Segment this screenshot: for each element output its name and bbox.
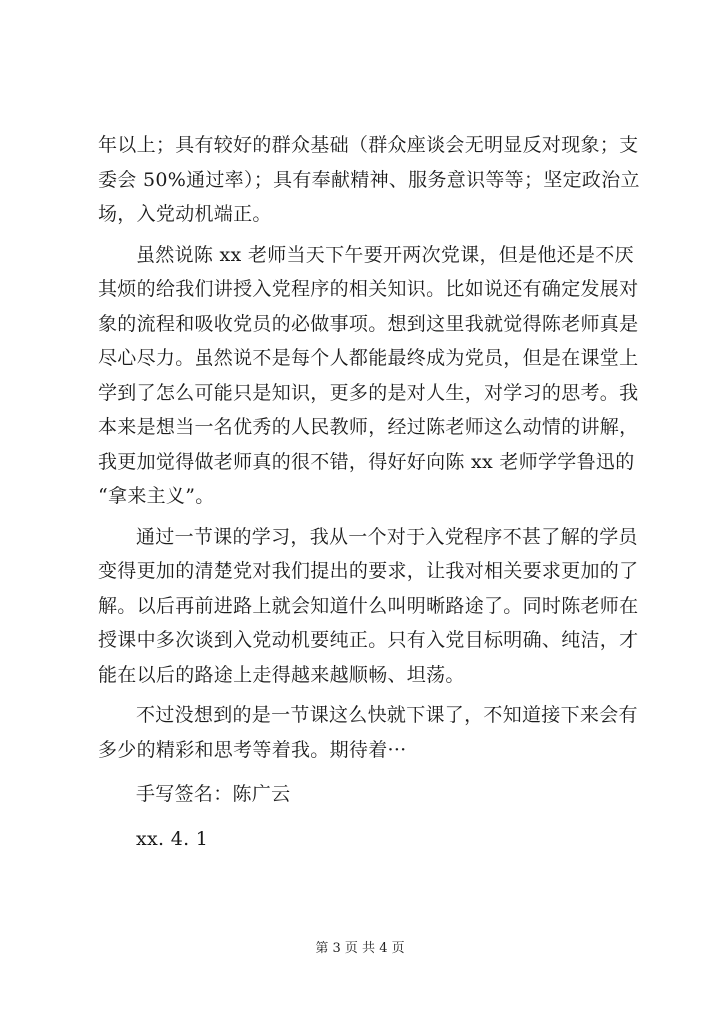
paragraph-4 [98, 698, 638, 767]
text-line: 授课中多次谈到入党动机要纯正。只有入党目标明确、纯洁，才 [98, 629, 639, 651]
text-line: 不过没想到的是一节课这么快就下课了，不知道接下来会有 [136, 704, 638, 726]
text-line: 其烦的给我们讲授入党程序的相关知识。比如说还有确定发展对 [98, 278, 639, 300]
text-line: 虽然说陈 xx 老师当天下午要开两次党课，但是他还是不厌 [136, 243, 634, 266]
page-number: 第 3 页 共 4 页 [315, 941, 405, 956]
text-line: 解。以后再前进路上就会知道什么叫明晰路途了。同时陈老师在 [98, 594, 639, 617]
text-line: 能在以后的路途上走得越来越顺畅、坦荡。 [98, 663, 465, 686]
text-line: 尽心尽力。虽然说不是每个人都能最终成为党员，但是在课堂上 [98, 347, 639, 369]
text-line: 通过一节课的学习，我从一个对于入党程序不甚了解的学员 [136, 525, 638, 548]
paragraph-2 [98, 238, 639, 514]
text-line: 场，入党动机端正。 [98, 203, 272, 225]
signature: 手写签名：陈广云 [136, 783, 291, 805]
date: xx. 4. 1 [136, 827, 209, 850]
text-line: 变得更加的清楚党对我们提出的要求，让我对相关要求更加的了 [98, 560, 639, 582]
document-body [98, 128, 640, 856]
text-line: 学到了怎么可能只是知识，更多的是对人生，对学习的思考。我 [98, 381, 639, 404]
text-line: 多少的精彩和思考等着我。期待着··· [98, 738, 407, 761]
paragraph-1 [98, 128, 640, 232]
paragraph-3 [98, 520, 639, 693]
text-line: 象的流程和吸收党员的必做事项。想到这里我就觉得陈老师真是 [98, 312, 639, 335]
text-line: 年以上；具有较好的群众基础（群众座谈会无明显反对现象；支 [98, 134, 639, 156]
text-line: 本来是想当一名优秀的人民教师，经过陈老师这么动情的讲解， [98, 416, 639, 438]
text-line: “拿来主义”。 [98, 485, 215, 507]
text-line: 委会 50%通过率）；具有奉献精神、服务意识等等；坚定政治立 [98, 168, 640, 191]
text-line: 我更加觉得做老师真的很不错，得好好向陈 xx 老师学学鲁迅的 [98, 450, 635, 473]
